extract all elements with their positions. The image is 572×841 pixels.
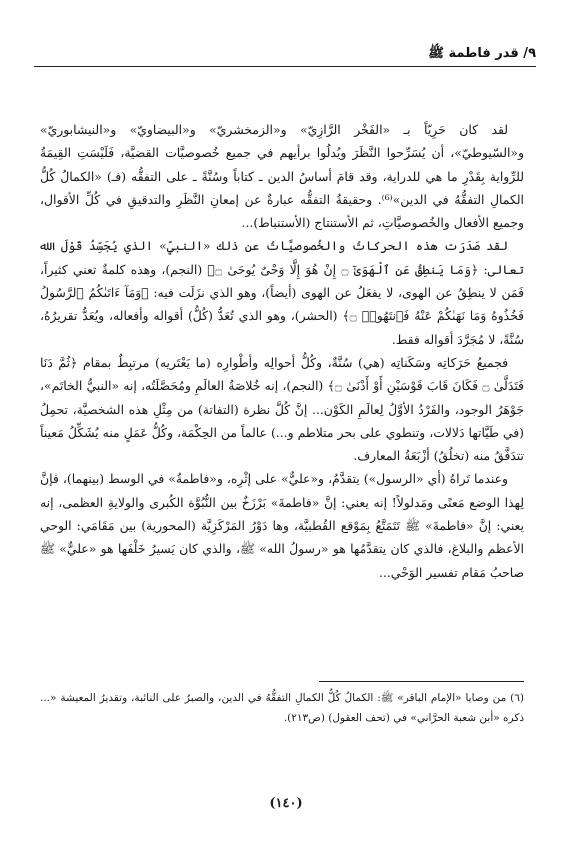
footnote-text: (٦) من وصايا «الإمام الباقر» ﷺ: الكمالُ كُلُّ الكمالِ التفقُّهُ في الدين، والصبرُ على النائبة، وتقديرُ المعيشة «... ذكره «أبن شعبة الحرَّاني» في (تحف العقول) (ص٢١٣).	[40, 692, 524, 724]
footnote	[40, 688, 524, 728]
footnote-divider	[319, 681, 524, 682]
paragraph-3: فجميعُ حَرَكاتِه وسَكَناتِه (هي) سُنَّةٌ، وكُلُّ أحوالِه وأطْوارِه (ما يَعْتَريه) مرتبِطٌ بمقام ﴿ثُمَّ دَنَا فَتَدَلَّىٰ ۝ فَكَانَ قَابَ قَوْسَيْنِ أَوْ أَدْنَىٰ ۝﴾ (النجم)، إنه خُلاصَةُ العالَمِ ومُحَصَّلَتُه، إنه «النبيُّ الخاتَم»، جَوْهَرُ الوجود، والفَرْدُ الأوَّلُ لِعالَمِ الكَوْن... إنَّ كُلَّ نظرة (التفاتة) من مِثْلِ هذه الشخصيَّة، تحمِلُ (في طَيَّاتها دَلالات، وتنطوي على بحر متلاطم و...) عالماً من الحِكْمَة، وكُلُّ عَمَلٍ منه يُشَكِّلُ مَعيناً تتدَفَّقُ منه (تخلُقُ) أزْبَعَةُ المعارف.	[40, 354, 524, 464]
paragraph-4: وعندما تَراهُ (أي «الرسول») يتقدَّمُ، و«عليٌّ» على إثْرِه، و«فاطمةُ» في الوسط (بينهما)، فإنَّ لِهذا الوضع مَعنًى ومَدلولاً! إنه يعني: إنَّ «فاطمةَ» بَرْزَخٌ بين النُّبُوَّة الكُبرى والولايةِ العظمى، إنه يعني: إنَّ «فاطمةَ» ﷺ تَتَمَتَّعُ بِمَوْقع القُطبيَّة، وها دَوْرُ المَرْكَزِيَّة (المحورية) بين مَقَامَي: الوحي الأعظم والبلاغ، فالذي كان يتقدَّمُها هو «رسولُ الله» ﷺ، والذي كان يَسيرُ خَلْفَها هو «عليٌّ» ﷺ صاحبُ مَقام تفسير الوَحْي...	[40, 471, 524, 580]
running-header	[34, 44, 536, 67]
main-text	[40, 118, 524, 584]
paragraph-2: لقد صَدَرَت هذه الحركاتُ والخُصوصيَّاتُ عن ذلك «النبيِّ» الذي يُجَسِّدُ قَوْلَ الله تعالى: ﴿وَمَا يَنطِقُ عَنِ ٱلْهَوَىٰٓ ۝ إِنْ هُوَ إِلَّا وَحْىٌ يُوحَىٰ ۝﴾ (النجم)، وهذه كلمةٌ تعني كثيراً، فَمَن لا ينطِقُ عن الهوى، لا يفعَلُ عن الهوى (أيضاً)، وهو الذي نزَلَت فيه: ﴿وَمَآ ءَاتَىٰكُمُ ٱلرَّسُولُ فَخُذُوهُ وَمَا نَهَىٰكُمْ عَنْهُ فَٱنتَهُوا۟ ۝﴾ (الحشر)، وهو الذي تُعَدُّ (كُلُّ) أقواله وأفعاله، ويُعَدُّ تقريرُهُ، سُنَّةً، لا مُجَرَّدَ أقواله فقط.	[40, 238, 524, 347]
paragraph-1: لقد كان حَرِيّاً بـ «الفَخْر الرَّازِيّ» و«الزمخشريّ» و«البيضاويّ» و«النيشابوريّ» و«السّيوطيّ»، أن يُسَرِّحوا النَّظَرَ ويُدلُوا برأيهم في جميع خُصوصيَّات القضيَّة، فَلَيْسَتِ القِيمَةُ للرِّواية بِقَدْرِ ما هي للدراية، وقد قامَ أساسُ الدين ـ كتاباً وسُنَّةً ـ على التفقُّه (فـ) «الكمالُ كُلُّ الكمالِ التفقُّهُ في الدين»⁽⁶⁾. وحقيقةُ التفقُّه عبارةٌ عن إمعانِ النَّظَرِ والتدقيقِ في كُلِّ الأقوال، وجميع الأفعال والخُصوصيَّاتِ، ثم الأستنتاج (الأستنباط)...	[40, 122, 524, 231]
header-title: ٩/ قدر فاطمة ﷺ	[428, 46, 536, 61]
page-number: (١٤٠)	[269, 796, 303, 811]
